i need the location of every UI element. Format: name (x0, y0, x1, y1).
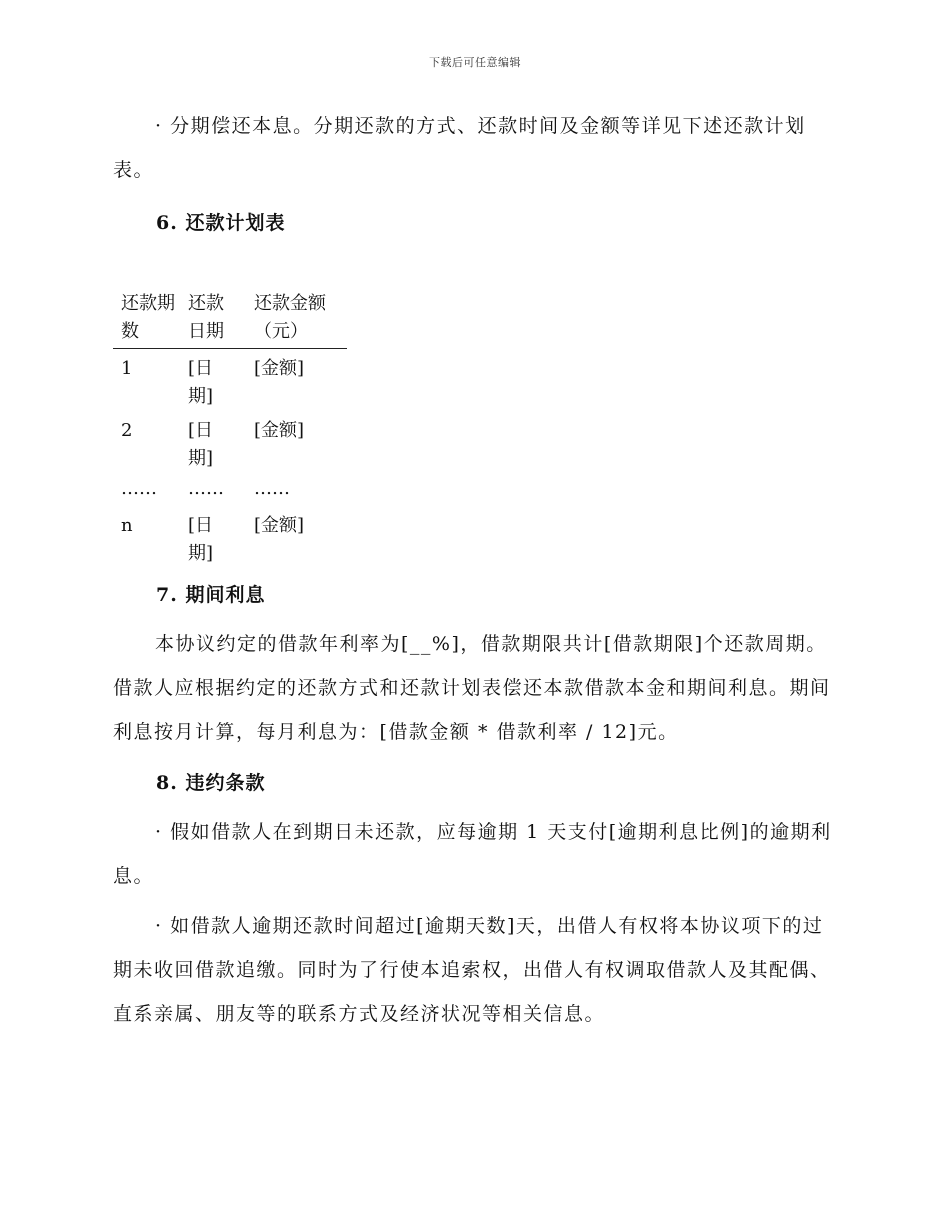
period-cell: 2 (121, 420, 133, 441)
period-cell: …… (121, 478, 157, 499)
period-cell: n (121, 515, 133, 536)
repayment-schedule-table (113, 258, 347, 570)
table-row (113, 512, 347, 570)
amount-cell: [金额] (254, 420, 305, 441)
amount-cell: [金额] (254, 515, 305, 536)
column-header-date: 还款日期 (188, 293, 224, 342)
page-header: 下载后可任意编辑 (429, 56, 521, 69)
installment-paragraph: · 分期偿还本息。分期还款的方式、还款时间及金额等详见下述还款计划表。 (113, 115, 806, 181)
amount-cell: …… (254, 478, 290, 499)
table-row (113, 417, 347, 475)
period-cell: 1 (121, 358, 133, 379)
section-8-heading: 8. 违约条款 (156, 772, 266, 794)
default-bullet-2: · 如借款人逾期还款时间超过[逾期天数]天，出借人有权将本协议项下的过期未收回借款追缴。同时为了行使本追索权，出借人有权调取借款人及其配偶、直系亲属、朋友等的联系方式及经济状况等相关信息。 (113, 915, 831, 1025)
section-7-heading: 7. 期间利息 (156, 584, 266, 606)
table-row (113, 355, 347, 417)
column-header-amount: 还款金额（元） (254, 293, 326, 342)
table-row (113, 475, 347, 512)
date-cell: [日期] (188, 515, 214, 564)
date-cell: …… (188, 478, 224, 499)
amount-cell: [金额] (254, 358, 305, 379)
default-bullet-1: · 假如借款人在到期日未还款，应每逾期 1 天支付[逾期利息比例]的逾期利息。 (113, 821, 832, 887)
column-header-period: 还款期数 (121, 293, 175, 342)
interest-paragraph: 本协议约定的借款年利率为[__%]，借款期限共计[借款期限]个还款周期。借款人应根据约定的还款方式和还款计划表偿还本款借款本金和期间利息。期间利息按月计算，每月利息为：[借款金额 * 借款利率 / 12]元。 (113, 633, 831, 743)
table-header-row (113, 258, 347, 349)
date-cell: [日期] (188, 358, 214, 407)
date-cell: [日期] (188, 420, 214, 469)
section-6-heading: 6. 还款计划表 (156, 212, 286, 234)
